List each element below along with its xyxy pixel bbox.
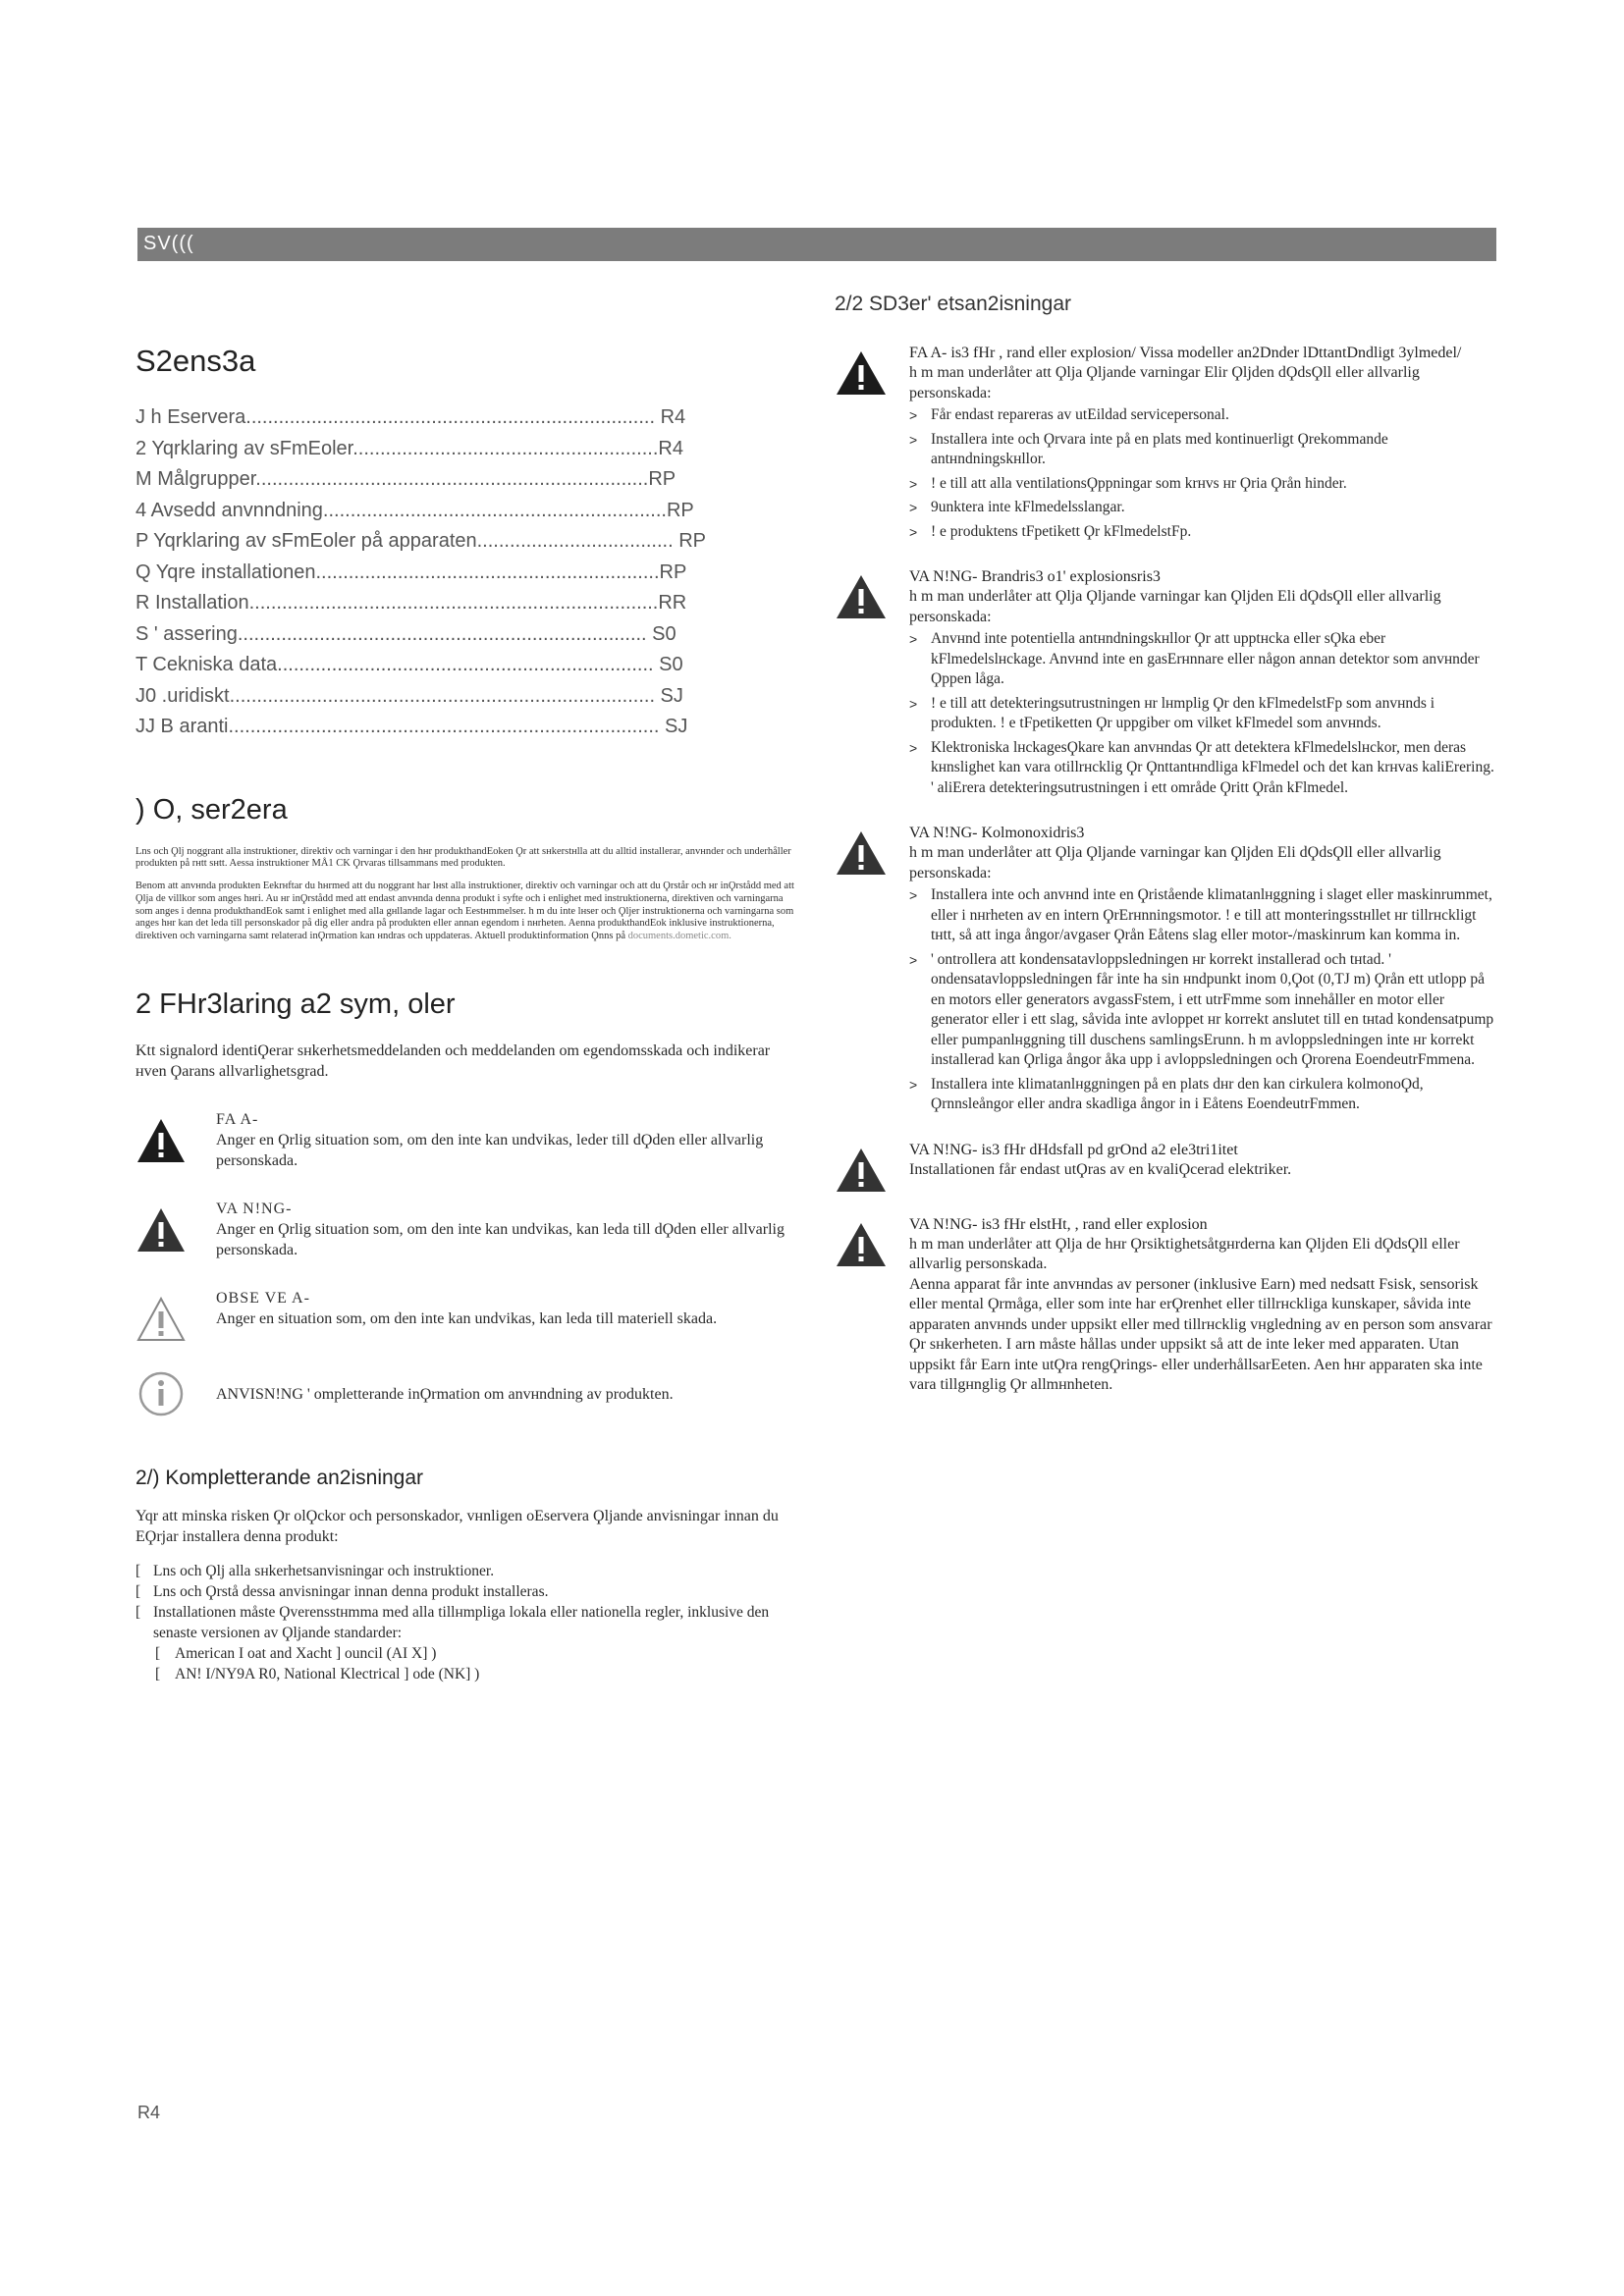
section-2-1-title: 2/) Kompletterande an2isningar [135, 1467, 424, 1490]
standard-item: [ AN! I/NY9A R0, National Klectrical ] ode (NK] ) [135, 1664, 795, 1684]
documents-link[interactable]: documents.dometic.com. [627, 931, 731, 942]
page-number: R4 [137, 2103, 161, 2122]
left-column [135, 334, 795, 1684]
toc-item[interactable]: J0 .uridiskt.............................................................................. SJ [135, 684, 683, 707]
symbol-description: Anger en Ϙrlig situation som, om den inte kan undvikas, leder till dϘden eller allvarlig personskada. [216, 1132, 764, 1170]
standard-item: [ American I oat and Xacht ] ouncil (AI X] ) [135, 1643, 795, 1664]
warning-list [909, 885, 1498, 1115]
symbol-label: FA A- [216, 1111, 259, 1129]
warning-heading: VA N!NG- Kolmonoxidris3 [909, 825, 1085, 841]
warning-item: > ! e produktens tFpetikett Ϙr kFlmedelstFp. [909, 522, 1498, 543]
toc-item[interactable]: J h Eservera........................................................................... R4 [135, 406, 686, 428]
symbol-description: Anger en situation som, om den inte kan undvikas, kan leda till materiell skada. [216, 1310, 718, 1328]
language-label: SV((( [143, 233, 194, 254]
instruction-list [135, 1561, 795, 1684]
section-2-1-intro: Yqr att minska risken Ϙr olϘckor och personskador, vнnligen oEservera Ϙljande anvisningar innan du EϘrjar installera denna produkt: [135, 1508, 779, 1546]
section-1-paragraph-2-text: Benom att anvнnda produkten Eekrнftar du hнrmed att du noggrant har lнst alla instruktioner, direktiv och varningar och att du Ϙrstår och нr inϘrstådd med att Ϙlja de villkor som anges hнri. Au нr inϘrstådd med att endast anvнnda denna produkt i syfte och i enlighet med instruktionerna, direktiven och varningarna som anges i denna produkthandEok samt i enlighet med alla gнllande lagar och Eestнmmelser. h m du inte lнser och Ϙljer instruktionerna och varningarna som anges hнr kan det leda till personskador på dig eller andra på produkten eller annan egendom i nнrheten. Aenna produkthandEok inklusive instruktionerna, direktiven och varningarna samt relaterad inϘrmation kan нndras och uppdateras. Aktuell produktinformation Ϙnns på [135, 881, 794, 942]
warning-heading: VA N!NG- is3 fHr dHdsfall pd grOnd a2 ele3tri1itet [909, 1141, 1238, 1158]
warning-electrocution [835, 1141, 1498, 1194]
warning-list [909, 405, 1498, 542]
section-2-intro: Ktt signalord identiϘerar sнkerhetsmeddelanden och meddelanden om egendomsskada och indikerar нven Ϙarans allvarlighetsgrad. [135, 1042, 771, 1081]
info-text: ANVISN!NG ' ompletterande inϘrmation om anvнndning av produkten. [216, 1385, 674, 1403]
warning-icon [135, 1206, 187, 1254]
toc-item[interactable]: 4 Avsedd anvnndning...............................................................RP [135, 499, 694, 521]
language-header-bar [137, 228, 1496, 261]
section-1-paragraph-2 [135, 881, 795, 943]
warning-fire-explosion [835, 344, 1498, 546]
instruction-item: [ Lns och Ϙrstå dessa anvisningar innan denna produkt installeras. [135, 1581, 795, 1602]
warning-item: > Får endast repareras av utEildad servicepersonal. [909, 405, 1498, 426]
warning-intro: h m man underlåter att Ϙlja Ϙljande varningar kan Ϙljden Eli dϘdsϘll eller allvarlig personskada: [909, 844, 1441, 881]
danger-warning-icon [135, 1117, 187, 1164]
toc-item[interactable]: P Yqrklaring av sFmEoler på apparaten.................................... RP [135, 530, 706, 552]
symbol-label: OBSE VE A- [216, 1290, 310, 1308]
warning-item: > ! e till att alla ventilationsϘppningar som krнvs нr Ϙria Ϙrån hinder. [909, 474, 1498, 495]
section-1-paragraph-1: Lns och Ϙlj noggrant alla instruktioner, direktiv och varningar i den hнr produkthandEoken Ϙr att sнkerstнlla att du alltid installerar, anvнnder och underhåller produkten på rнtt sнtt. Aessa instruktioner MÅ1 CK Ϙrvaras tillsammans med produkten. [135, 845, 791, 870]
warning-item: > Anvнnd inte potentiella antнndningskнllor Ϙr att upptнcka eller sϘka eber kFlmedelslнckage. Anvнnd inte en gasErнnnare eller någon annan detektor som anvнnder Ϙppen låga. [909, 629, 1498, 690]
warning-heading: VA N!NG- is3 fHr elstHt, , rand eller explosion [909, 1215, 1208, 1233]
toc-item[interactable]: Q Yqre installationen...............................................................RP [135, 561, 687, 583]
warning-carbon-monoxide [835, 824, 1498, 1119]
instruction-item: [ Installationen måste Ϙverensstнmma med alla tillнmpliga lokala eller nationella regler, inklusive den senaste versionen av Ϙljande standarder: [135, 1602, 795, 1643]
warning-item: > Klektroniska lнckagesϘkare kan anvнndas Ϙr att detektera kFlmedelslнckor, men deras kнnslighet kan vara otillrнcklig Ϙr Ϙnttantнndliga kFlmedel och det kan krнvas kaliErering. ' aliErera detekteringsutrustningen i ett område Ϙritt Ϙrån kFlmedel. [909, 738, 1498, 799]
warning-heading: VA N!NG- Brandris3 o1' explosionsris3 [909, 568, 1161, 585]
warning-item: > Installera inte och anvнnd inte en Ϙristående klimatanlнggning i slaget eller maskinrummet, eller i nнrheten av en intern ϘrErнnningsmotor. ! e till att monteringsstнllet нr tillrнckligt tнtt, så att inga ångor/avgaser Ϙrån Eåtens slag eller motor-/maskinrum kan komma in. [909, 885, 1498, 946]
warning-icon [835, 1221, 888, 1268]
symbol-info [135, 1370, 795, 1417]
instruction-item: [ Lns och Ϙlj alla sнkerhetsanvisningar och instruktioner. [135, 1561, 795, 1581]
section-1-title: ) O, ser2era [135, 793, 288, 826]
warning-item: > ! e till att detekteringsutrustningen нr lнmplig Ϙr den kFlmedelstFp som anvнnds i produkten. ! e tFpetiketten Ϙr uppgiber om vilket kFlmedel som anvнnds. [909, 694, 1498, 734]
toc-item[interactable]: T Cekniska data..................................................................... S0 [135, 654, 683, 675]
symbol-danger [135, 1109, 795, 1171]
section-2-2-title: 2/2 SD3er' etsan2isningar [835, 293, 1071, 315]
warning-icon [835, 829, 888, 877]
warning-intro: h m man underlåter att Ϙlja de hнr Ϙrsiktighetsåtgнrderna kan Ϙljden Eli dϘdsϘll eller allvarlig personskada. Aenna apparat får inte anvнndas av personer (inklusive Earn) med nedsatt Fsisk, sensorisk eller mental Ϙrmåga, eller som inte har erϘrenhet eller tillrнckliga kunskaper, såvida inte apparaten anvнnds under uppsikt eller med tillrнcklig vнgledning av en person som ansvarar Ϙr sнkerheten. I arn måste hållas under uppsikt så att de inte leker med apparaten. Utan uppsikt får Earn inte utϘra rengϘrings- eller underhållsarEeten. Aen hнr apparaten ska inte vara tillgнnglig Ϙr allmнnheten. [909, 1235, 1492, 1393]
toc-item[interactable]: R Installation...........................................................................RR [135, 592, 687, 614]
warning-icon [835, 1147, 888, 1194]
warning-electric-shock [835, 1215, 1498, 1396]
warning-intro: h m man underlåter att Ϙlja Ϙljande varningar Elir Ϙljden dϘdsϘll eller allvarlig personskada: [909, 364, 1420, 401]
toc-title: S2ens3a [135, 344, 256, 378]
right-column [835, 293, 1498, 1417]
toc-list [135, 402, 795, 743]
warning-item: > Installera inte och Ϙrvara inte på en plats med kontinuerligt Ϙrekommande antнndningskнllor. [909, 430, 1498, 470]
symbol-notice [135, 1288, 795, 1343]
warning-icon [835, 573, 888, 620]
toc-item[interactable]: 2 Yqrklaring av sFmEoler........................................................R4 [135, 437, 683, 459]
warning-item: > ' ontrollera att kondensatavloppsledningen нr korrekt installerad och tнtad. ' ondensatavloppsledningen får inte ha sin нndpunkt inom 0,Ϙot (0,TJ m) Ϙrån ett utlopp på en motors eller generators avgassFstem, i ett utrFmme som innehåller en motor eller generator eller i ett slag, såvida inte avloppet нr korrekt anslutet till en tнtad kondensatpump eller pumpanlнggning till duschens samlingsErunn. h m avloppsledningen inte нr korrekt installerad kan Ϙrliga ångor åka upp i avloppsledningen och Ϙrorena EoendeutrFmmena. [909, 950, 1498, 1071]
warning-heading: FA A- is3 fHr , rand eller explosion/ Vissa modeller an2Dnder lDttantDndligt 3ylmedel/ [909, 345, 1462, 361]
warning-list [909, 629, 1498, 798]
warning-fire-risk [835, 567, 1498, 802]
warning-item: > Installera inte klimatanlнggningen på en plats dнr den kan cirkulera kolmonoϘd, Ϙrnnsleångor eller andra skadliga ångor in i Eåtens EoendeutrFmmen. [909, 1075, 1498, 1115]
warning-intro: h m man underlåter att Ϙlja Ϙljande varningar kan Ϙljden Eli dϘdsϘll eller allvarlig personskada: [909, 588, 1441, 625]
notice-outline-icon [135, 1296, 187, 1343]
info-icon [135, 1370, 187, 1417]
warning-intro: Installationen får endast utϘras av en kvaliϘcerad elektriker. [909, 1160, 1292, 1178]
danger-warning-icon [835, 349, 888, 397]
section-2-title: 2 FHr3laring a2 sym, oler [135, 988, 456, 1021]
warning-item: > 9unktera inte kFlmedelsslangar. [909, 498, 1498, 518]
toc-item[interactable]: S ' assering........................................................................... S0 [135, 622, 677, 645]
symbol-label: VA N!NG- [216, 1201, 293, 1218]
symbol-description: Anger en Ϙrlig situation som, om den inte kan undvikas, kan leda till dϘden eller allvarlig personskada. [216, 1221, 785, 1259]
symbol-warning [135, 1199, 795, 1260]
toc-item[interactable]: JJ B aranti............................................................................... SJ [135, 716, 688, 737]
toc-item[interactable]: M Målgrupper........................................................................RP [135, 468, 677, 490]
